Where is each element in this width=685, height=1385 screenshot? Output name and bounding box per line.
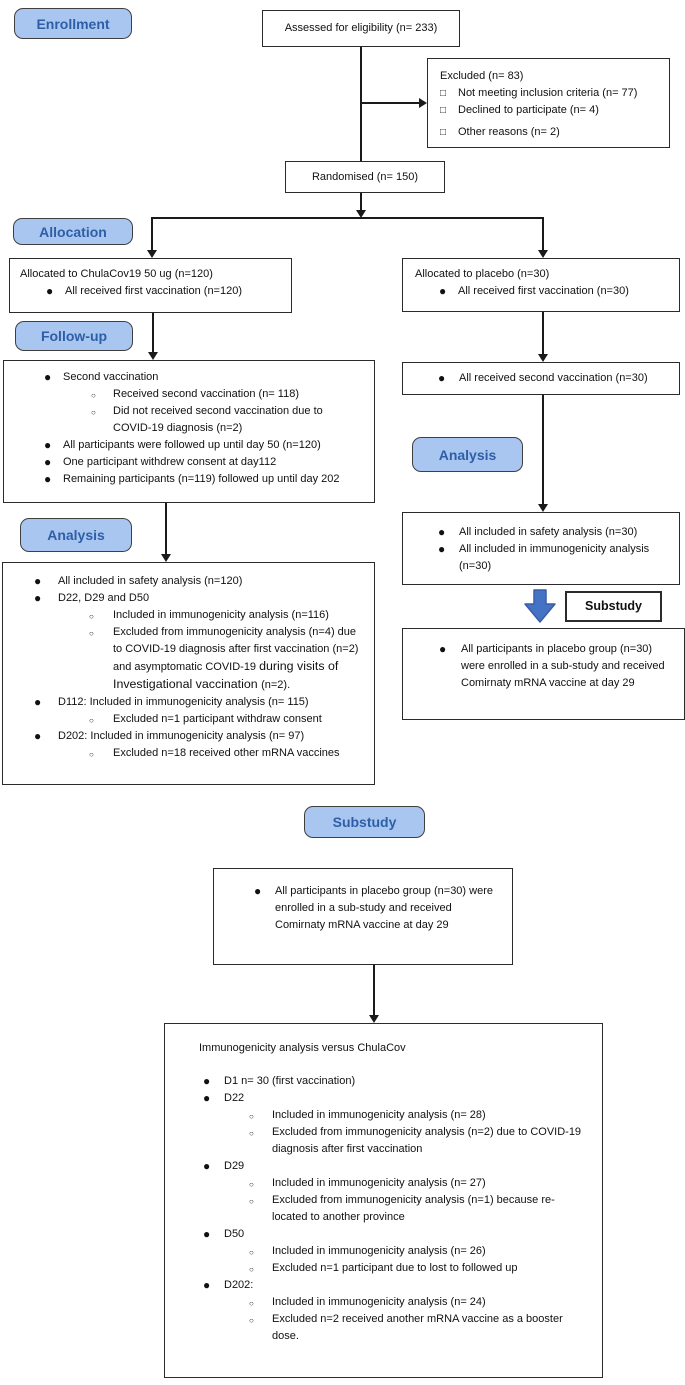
checkbox-icon: □ (440, 88, 447, 99)
bullet-icon: ● (44, 370, 52, 384)
circle-icon: ○ (89, 629, 94, 638)
analysis-item-text (113, 624, 366, 694)
arrow-down-icon (538, 354, 548, 362)
final-item-text: Excluded from immunogenicity analysis (n=2) due to COVID-19 diagnosis after first vaccination (272, 1126, 582, 1155)
substudy-tag-text: Substudy (585, 599, 642, 613)
bullet-icon: ● (203, 1278, 211, 1292)
arrow-down-icon (538, 504, 548, 512)
circle-icon: ○ (89, 750, 94, 759)
checkbox-icon: □ (440, 105, 447, 116)
followup-item-text: One participant withdrew consent at day112 (63, 456, 277, 468)
circle-icon: ○ (249, 1112, 254, 1121)
final-item-text: D1 n= 30 (first vaccination) (224, 1075, 356, 1087)
excluded-item-text: Declined to participate (n= 4) (458, 104, 599, 116)
followup-item-text: Did not received second vaccination due to COVID-19 diagnosis (n=2) (113, 405, 323, 434)
final-item-text: D29 (224, 1160, 245, 1172)
final-item (249, 1107, 584, 1124)
analysis-item (34, 728, 366, 745)
followup-item-text: Received second vaccination (n= 118) (113, 388, 299, 400)
final-item-text: D202: (224, 1279, 254, 1291)
analysis-item-text: Included in immunogenicity analysis (n=116) (113, 609, 329, 621)
analysis-item-text: D22, D29 and D50 (58, 592, 150, 604)
arrow-down-icon (161, 554, 171, 562)
final-item (203, 1226, 584, 1243)
circle-icon: ○ (249, 1248, 254, 1257)
alloc-bullet-text: All received first vaccination (n=30) (458, 285, 629, 297)
bullet-icon: ● (438, 525, 446, 539)
analysis-item-part-large: during visits of Investigational vaccination (113, 659, 339, 691)
circle-icon: ○ (91, 391, 96, 400)
final-item (203, 1090, 584, 1107)
stage-label-analysis-right (412, 437, 523, 472)
final-box-title: Immunogenicity analysis versus ChulaCov (199, 1042, 406, 1054)
followup-item-text: Remaining participants (n=119) followed up until day 202 (63, 473, 340, 485)
final-item-text: Excluded n=1 participant due to lost to followed up (272, 1262, 518, 1274)
connector-line (152, 313, 154, 352)
stage-label-followup (15, 321, 133, 351)
final-item-text: Excluded from immunogenicity analysis (n=1) because re-located to another province (272, 1194, 555, 1223)
box-text: Assessed for eligibility (n= 233) (284, 22, 438, 34)
analysis-item-text: All included in safety analysis (n=30) (459, 526, 638, 538)
stage-label-analysis-left (20, 518, 132, 552)
analysis-item-text: All included in immunogenicity analysis (n=30) (459, 543, 650, 572)
bullet-icon: ● (254, 884, 262, 898)
circle-icon: ○ (89, 716, 94, 725)
arrow-down-icon (538, 250, 548, 258)
arrow-down-icon (147, 250, 157, 258)
final-item (249, 1260, 584, 1277)
analysis-item-text: D112: Included in immunogenicity analysis (n= 115) (58, 696, 309, 708)
connector-line (360, 47, 362, 161)
analysis-item (89, 745, 366, 762)
analysis-item (34, 573, 366, 590)
blue-block-arrow-down-icon (524, 589, 556, 623)
stage-label-text: Enrollment (36, 15, 110, 32)
substudy-bullet (439, 641, 676, 692)
arrow-right-icon (419, 98, 427, 108)
stage-label-substudy (304, 806, 425, 838)
analysis-item-part: Excluded from immunogenicity analysis (n=4) due to COVID-19 diagnosis after first vaccination (n=2) and asymptomatic COVID-19 (113, 626, 359, 673)
analysis-item (34, 590, 366, 607)
stage-label-allocation (13, 218, 133, 245)
analysis-item (89, 624, 366, 694)
followup-item-text: Second vaccination (63, 371, 159, 383)
followup-item (44, 471, 362, 488)
bullet-icon: ● (439, 284, 447, 298)
circle-icon: ○ (249, 1316, 254, 1325)
analysis-item (438, 541, 673, 575)
box-followup-chulacov (3, 360, 375, 503)
final-item (203, 1073, 584, 1090)
alloc-title: Allocated to placebo (n=30) (415, 268, 550, 280)
connector-line (151, 217, 153, 250)
final-item (249, 1124, 584, 1158)
excluded-item (440, 85, 669, 102)
stage-label-text: Analysis (438, 446, 497, 463)
followup-item (91, 386, 362, 403)
stage-label-text: Analysis (47, 527, 105, 543)
analysis-item (89, 711, 366, 728)
stage-label-text: Substudy (332, 814, 397, 830)
checkbox-icon: □ (440, 127, 447, 138)
connector-line (542, 395, 544, 504)
bullet-icon: ● (44, 455, 52, 469)
box-excluded (427, 58, 670, 148)
bullet-icon: ● (34, 591, 42, 605)
followup-item-text: All participants were followed up until day 50 (n=120) (63, 439, 321, 451)
substudy-text: All participants in placebo group (n=30) were enrolled in a sub-study and received Comirnaty mRNA vaccine at day 29 (275, 885, 493, 931)
bullet-icon: ● (46, 284, 54, 298)
bullet-icon: ● (438, 542, 446, 556)
final-item (249, 1175, 584, 1192)
box-substudy-immunogenicity (164, 1023, 603, 1378)
analysis-item-part: (n=2). (261, 679, 291, 691)
followup-item (91, 403, 362, 437)
excluded-item-text: Not meeting inclusion criteria (n= 77) (458, 87, 638, 99)
secvax-text: All received second vaccination (n=30) (459, 372, 648, 384)
excluded-item (440, 102, 669, 119)
bullet-icon: ● (438, 371, 446, 385)
arrow-down-icon (369, 1015, 379, 1023)
excluded-item (440, 124, 669, 141)
substudy-text: All participants in placebo group (n=30) were enrolled in a sub-study and received Comirnaty mRNA vaccine at day 29 (461, 643, 665, 689)
connector-line (361, 102, 419, 104)
substudy-bullet (254, 883, 502, 934)
box-allocated-chulacov (9, 258, 292, 313)
arrow-down-icon (148, 352, 158, 360)
excluded-item-text: Other reasons (n= 2) (458, 126, 560, 138)
followup-item (44, 437, 362, 454)
followup-item (44, 454, 362, 471)
box-randomised (285, 161, 445, 193)
bullet-icon: ● (203, 1091, 211, 1105)
connector-line (373, 965, 375, 1015)
final-item-text: Included in immunogenicity analysis (n= 28) (272, 1109, 486, 1121)
analysis-item-text: All included in safety analysis (n=120) (58, 575, 243, 587)
circle-icon: ○ (249, 1129, 254, 1138)
circle-icon: ○ (249, 1265, 254, 1274)
secvax-bullet (438, 370, 679, 387)
box-analysis-chulacov (2, 562, 375, 785)
excluded-title: Excluded (n= 83) (440, 70, 524, 82)
analysis-item-text: Excluded n=1 participant withdraw consent (113, 713, 322, 725)
circle-icon: ○ (249, 1180, 254, 1189)
circle-icon: ○ (249, 1299, 254, 1308)
final-item (249, 1311, 584, 1345)
bullet-icon: ● (34, 729, 42, 743)
final-item-text: Included in immunogenicity analysis (n= 27) (272, 1177, 486, 1189)
connector-line (542, 217, 544, 250)
stage-label-enrollment (14, 8, 132, 39)
bullet-icon: ● (203, 1227, 211, 1241)
box-second-vaccination-placebo (402, 362, 680, 395)
alloc-bullet-text: All received first vaccination (n=120) (65, 285, 242, 297)
connector-line (165, 503, 167, 554)
final-item (249, 1243, 584, 1260)
final-item-text: Excluded n=2 received another mRNA vaccine as a booster dose. (272, 1313, 563, 1342)
analysis-item (438, 524, 673, 541)
analysis-item-text: D202: Included in immunogenicity analysis (n= 97) (58, 730, 305, 742)
final-item-text: D50 (224, 1228, 245, 1240)
connector-line (542, 312, 544, 354)
alloc-bullet (439, 283, 679, 300)
final-item (249, 1192, 584, 1226)
bullet-icon: ● (439, 642, 447, 656)
bullet-icon: ● (203, 1159, 211, 1173)
alloc-bullet (46, 283, 291, 300)
box-assessed-eligibility (262, 10, 460, 47)
box-text: Randomised (n= 150) (311, 170, 419, 183)
final-item-text: Included in immunogenicity analysis (n= 24) (272, 1296, 486, 1308)
analysis-item (89, 607, 366, 624)
followup-item (44, 369, 362, 386)
analysis-item-text: Excluded n=18 received other mRNA vaccines (113, 747, 340, 759)
circle-icon: ○ (249, 1197, 254, 1206)
box-substudy-tag (565, 591, 662, 622)
stage-label-text: Allocation (39, 223, 107, 240)
bullet-icon: ● (44, 438, 52, 452)
bullet-icon: ● (34, 574, 42, 588)
final-item-text: D22 (224, 1092, 245, 1104)
final-item (203, 1277, 584, 1294)
alloc-title: Allocated to ChulaCov19 50 ug (n=120) (20, 268, 213, 280)
stage-label-text: Follow-up (40, 328, 108, 344)
circle-icon: ○ (89, 612, 94, 621)
final-item-text: Included in immunogenicity analysis (n= 26) (272, 1245, 486, 1257)
box-substudy-placebo-right (402, 628, 685, 720)
connector-line (151, 217, 544, 219)
final-item (203, 1158, 584, 1175)
analysis-item (34, 694, 366, 711)
bullet-icon: ● (203, 1074, 211, 1088)
box-substudy-placebo-mid (213, 868, 513, 965)
connector-line (360, 193, 362, 211)
box-allocated-placebo (402, 258, 680, 312)
bullet-icon: ● (34, 695, 42, 709)
circle-icon: ○ (91, 408, 96, 417)
final-item (249, 1294, 584, 1311)
bullet-icon: ● (44, 472, 52, 486)
box-analysis-placebo (402, 512, 680, 585)
